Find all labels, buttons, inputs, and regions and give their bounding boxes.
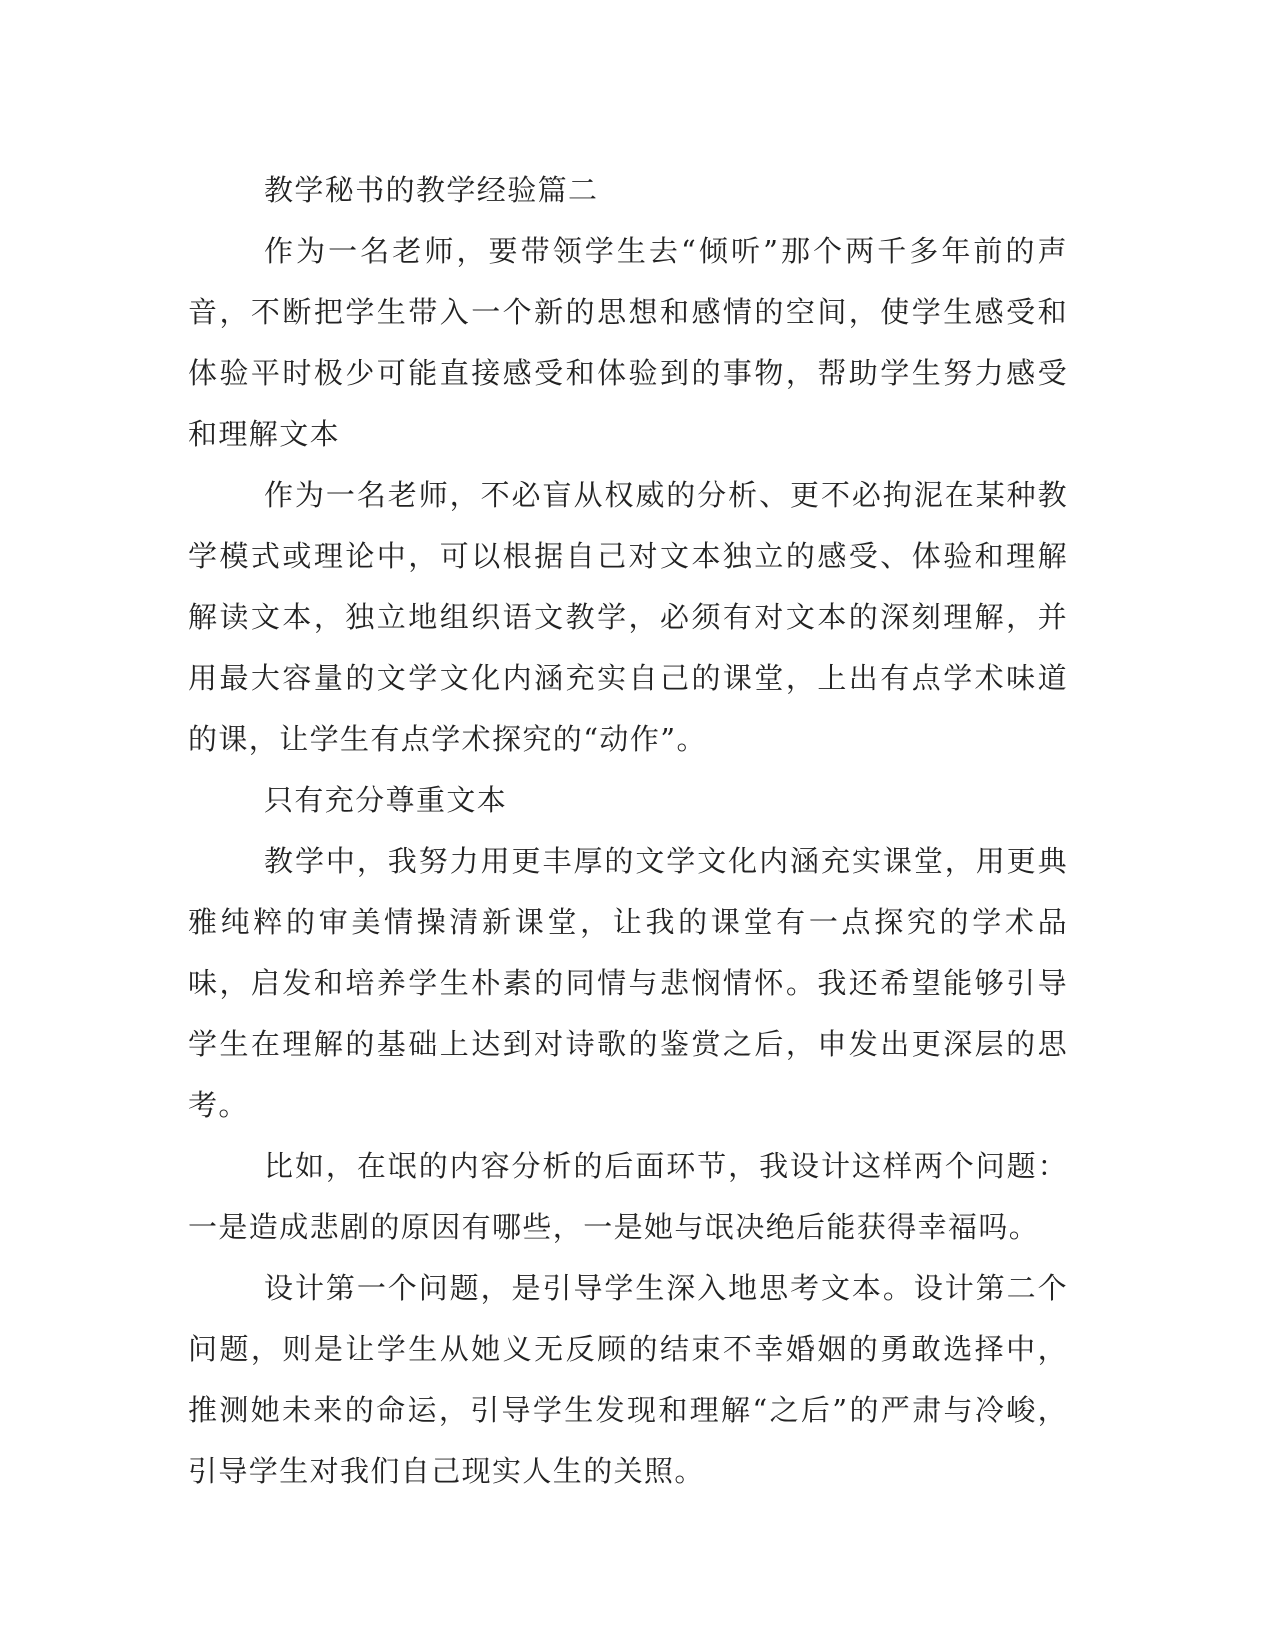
paragraph-1: 作为一名老师，要带领学生去“倾听”那个两千多年前的声音，不断把学生带入一个新的思想和感情的空间，使学生感受和体验平时极少可能直接感受和体验到的事物，帮助学生努力感受和理解文本	[188, 234, 1068, 451]
paragraph-5: 比如，在氓的内容分析的后面环节，我设计这样两个问题：一是造成悲剧的原因有哪些，一是她与氓决绝后能获得幸福吗。	[188, 1149, 1068, 1244]
section-heading: 教学秘书的教学经验篇二	[264, 173, 599, 207]
paragraph-2: 作为一名老师，不必盲从权威的分析、更不必拘泥在某种教学模式或理论中，可以根据自己对文本独立的感受、体验和理解解读文本，独立地组织语文教学，必须有对文本的深刻理解，并用最大容量的文学文化内涵充实自己的课堂，上出有点学术味道的课，让学生有点学术探究的“动作”。	[188, 478, 1068, 756]
paragraph-6: 设计第一个问题，是引导学生深入地思考文本。设计第二个问题，则是让学生从她义无反顾的结束不幸婚姻的勇敢选择中，推测她未来的命运，引导学生发现和理解“之后”的严肃与冷峻，引导学生对我们自己现实人生的关照。	[188, 1271, 1068, 1488]
paragraph-4: 教学中，我努力用更丰厚的文学文化内涵充实课堂，用更典雅纯粹的审美情操清新课堂，让我的课堂有一点探究的学术品味，启发和培养学生朴素的同情与悲悯情怀。我还希望能够引导学生在理解的基础上达到对诗歌的鉴赏之后，申发出更深层的思考。	[188, 844, 1068, 1122]
paragraph-3: 只有充分尊重文本	[264, 783, 508, 817]
document-body	[188, 160, 1068, 1502]
